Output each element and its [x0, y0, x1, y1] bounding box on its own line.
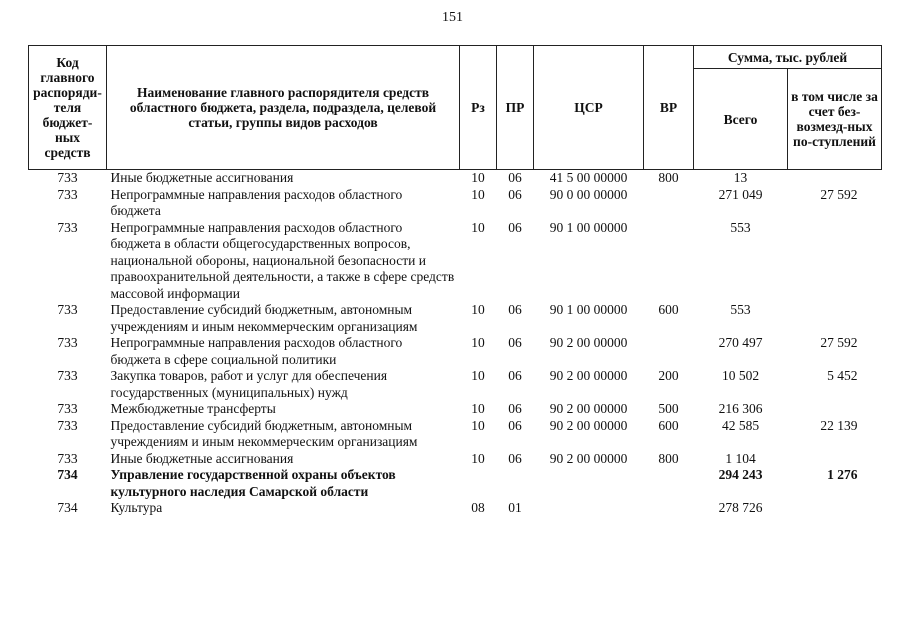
cell-code: 733: [57, 302, 78, 317]
cell-code: 733: [57, 450, 78, 466]
cell-total: 10 502: [721, 368, 760, 383]
table-row: [29, 401, 882, 418]
table-row: [29, 302, 882, 335]
cell-rz: 10: [471, 302, 485, 317]
cell-free-receipts: [788, 451, 882, 468]
cell-csr: 41 5 00 00000: [549, 170, 628, 185]
budget-expenditure-table: [28, 45, 882, 517]
cell-vr: 800: [658, 450, 679, 466]
cell-total: 553: [730, 302, 751, 317]
table-row: [29, 220, 882, 303]
cell-code: 734: [57, 500, 78, 515]
cell-pr: 06: [508, 335, 522, 350]
cell-name: Предоставление субсидий бюджетным, автономным учреждениям и иным некоммерческим организациям: [110, 302, 418, 334]
cell-pr: [497, 467, 534, 500]
cell-vr: [644, 500, 694, 517]
cell-name: Иные бюджетные ассигнования: [110, 170, 294, 185]
cell-rz: 10: [471, 219, 485, 235]
header-vr: ВР: [644, 46, 694, 170]
cell-csr: 90 0 00 00000: [549, 186, 628, 202]
cell-name: Непрограммные направления расходов областного бюджета в сфере социальной политики: [110, 335, 403, 367]
cell-pr: 06: [508, 450, 522, 466]
table-row: [29, 467, 882, 500]
cell-vr: [644, 335, 694, 368]
cell-code: 733: [57, 417, 78, 433]
cell-csr: 90 2 00 00000: [549, 417, 628, 433]
cell-free-receipts: [788, 500, 882, 517]
cell-code: 733: [57, 170, 78, 185]
header-code: Код главного распоряди-теля бюджет-ных средств: [29, 46, 107, 170]
cell-vr: [644, 467, 694, 500]
cell-code: 733: [57, 186, 78, 202]
cell-free-receipts: 5 452: [827, 368, 858, 383]
cell-csr: 90 2 00 00000: [549, 401, 628, 416]
cell-free-receipts: [788, 401, 882, 418]
cell-csr: 90 1 00 00000: [549, 219, 628, 235]
header-pr: ПР: [497, 46, 534, 170]
cell-pr: 06: [508, 368, 522, 383]
cell-free-receipts: [788, 170, 882, 187]
cell-name: Иные бюджетные ассигнования: [110, 450, 294, 466]
cell-code: 733: [57, 368, 78, 383]
cell-rz: 10: [471, 170, 485, 185]
cell-pr: 06: [508, 417, 522, 433]
cell-code: 733: [57, 401, 78, 416]
cell-total: 278 726: [718, 500, 763, 515]
table-row: [29, 187, 882, 220]
cell-rz: 10: [471, 450, 485, 466]
cell-vr: 600: [658, 417, 679, 433]
cell-code: 733: [57, 219, 78, 235]
cell-csr: 90 2 00 00000: [549, 450, 628, 466]
header-sum: Сумма, тыс. рублей: [694, 46, 882, 69]
header-free-receipts: в том числе за счет без-возмезд-ных по-ступлений: [788, 69, 882, 170]
table-row: [29, 335, 882, 368]
cell-total: 42 585: [721, 417, 760, 433]
cell-csr: 90 2 00 00000: [549, 335, 628, 350]
header-total: Всего: [694, 69, 788, 170]
cell-total: 294 243: [718, 467, 763, 482]
cell-name: Управление государственной охраны объектов культурного наследия Самарской области: [110, 467, 396, 499]
cell-csr: [534, 500, 644, 517]
cell-rz: 10: [471, 417, 485, 433]
cell-vr: [644, 220, 694, 303]
cell-total: 270 497: [718, 335, 763, 350]
cell-vr: 500: [658, 401, 679, 416]
page-number: 151: [442, 10, 463, 25]
cell-pr: 06: [508, 170, 522, 185]
table-row: [29, 500, 882, 517]
cell-vr: [644, 187, 694, 220]
table-row: [29, 170, 882, 187]
cell-name: Непрограммные направления расходов областного бюджета в области общегосударственных вопросов, национальной обороны, национальной безопасности и правоохранительной деятельности, а также в сфере средств массовой информации: [110, 219, 455, 301]
table-header: [29, 46, 882, 170]
cell-free-receipts: [788, 302, 882, 335]
cell-free-receipts: 27 592: [820, 186, 858, 202]
cell-total: 1 104: [725, 450, 756, 466]
cell-total: 216 306: [718, 401, 763, 416]
cell-csr: 90 1 00 00000: [549, 302, 628, 317]
cell-total: 553: [730, 219, 751, 235]
cell-total: 271 049: [718, 186, 763, 202]
cell-rz: 10: [471, 335, 485, 350]
cell-rz: [460, 467, 497, 500]
cell-total: 13: [733, 170, 748, 185]
cell-pr: 06: [508, 401, 522, 416]
cell-pr: 06: [508, 219, 522, 235]
cell-rz: 10: [471, 186, 485, 202]
cell-vr: 200: [658, 368, 679, 383]
cell-csr: [534, 467, 644, 500]
table-row: [29, 451, 882, 468]
cell-name: Межбюджетные трансферты: [110, 401, 276, 416]
table-row: [29, 368, 882, 401]
cell-name: Непрограммные направления расходов областного бюджета: [110, 186, 403, 218]
cell-name: Закупка товаров, работ и услуг для обеспечения государственных (муниципальных) нужд: [110, 368, 388, 400]
header-csr: ЦСР: [534, 46, 644, 170]
cell-vr: 600: [658, 302, 679, 317]
cell-free-receipts: 1 276: [827, 467, 858, 482]
cell-pr: 06: [508, 302, 522, 317]
table-row: [29, 418, 882, 451]
table-body: [29, 170, 882, 517]
cell-code: 734: [57, 467, 78, 482]
cell-rz: 10: [471, 368, 485, 383]
cell-csr: 90 2 00 00000: [549, 368, 628, 383]
cell-name: Предоставление субсидий бюджетным, автономным учреждениям и иным некоммерческим организациям: [110, 417, 418, 449]
header-name: Наименование главного распорядителя средств областного бюджета, раздела, подраздела, целевой статьи, группы видов расходов: [107, 46, 460, 170]
cell-pr: 06: [508, 186, 522, 202]
cell-rz: 08: [471, 500, 485, 515]
cell-vr: 800: [658, 170, 679, 185]
cell-free-receipts: 27 592: [820, 335, 858, 350]
cell-name: Культура: [110, 500, 163, 515]
cell-pr: 01: [508, 500, 522, 515]
cell-code: 733: [57, 335, 78, 350]
header-rz: Рз: [460, 46, 497, 170]
cell-rz: 10: [471, 401, 485, 416]
cell-free-receipts: [788, 220, 882, 303]
cell-free-receipts: 22 139: [820, 417, 858, 433]
